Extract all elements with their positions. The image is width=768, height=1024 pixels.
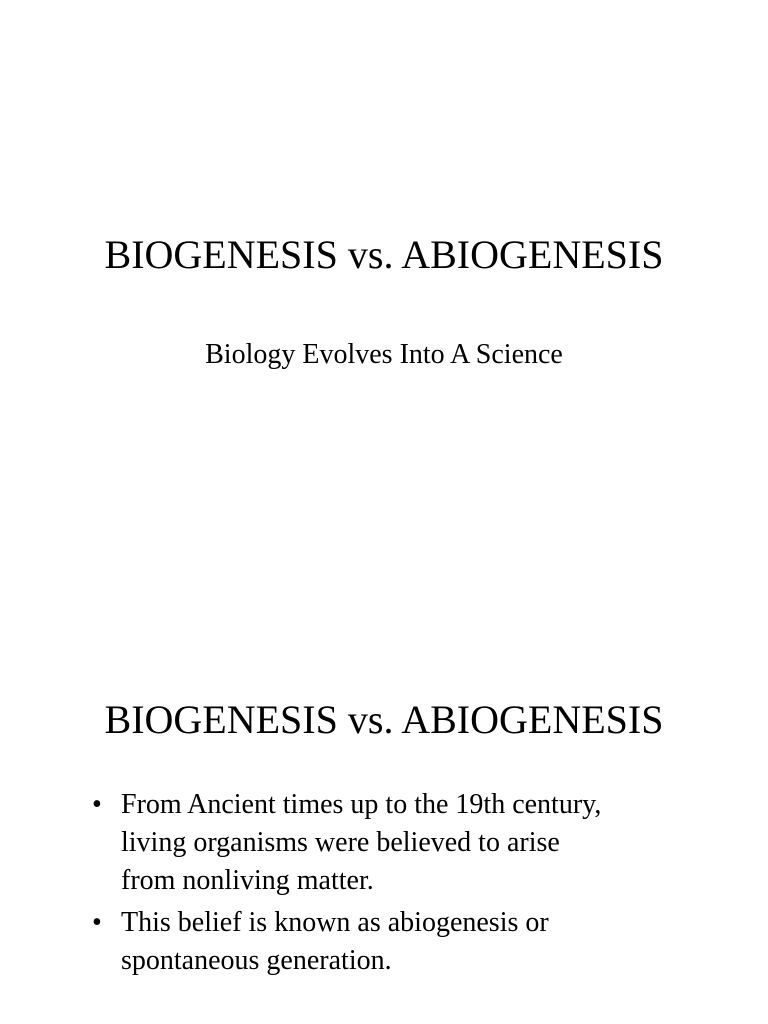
bullet-list <box>92 786 712 984</box>
bullet-text-line: From Ancient times up to the 19th century, <box>121 789 602 820</box>
bullet-marker: • <box>92 789 102 820</box>
bullet-marker: • <box>92 907 102 938</box>
slide-title: BIOGENESIS vs. ABIOGENESIS <box>104 697 664 742</box>
slide-subtitle: Biology Evolves Into A Science <box>205 339 563 370</box>
content-slide <box>0 620 768 1024</box>
bullet-text-line: This belief is known as abiogenesis or <box>121 907 549 938</box>
slide-title: BIOGENESIS vs. ABIOGENESIS <box>104 232 664 277</box>
bullet-item <box>92 786 712 900</box>
bullet-text-line: living organisms were believed to arise <box>121 827 560 858</box>
bullet-item <box>92 904 712 980</box>
bullet-text-line: spontaneous generation. <box>121 945 392 976</box>
bullet-text-line: from nonliving matter. <box>121 865 374 896</box>
